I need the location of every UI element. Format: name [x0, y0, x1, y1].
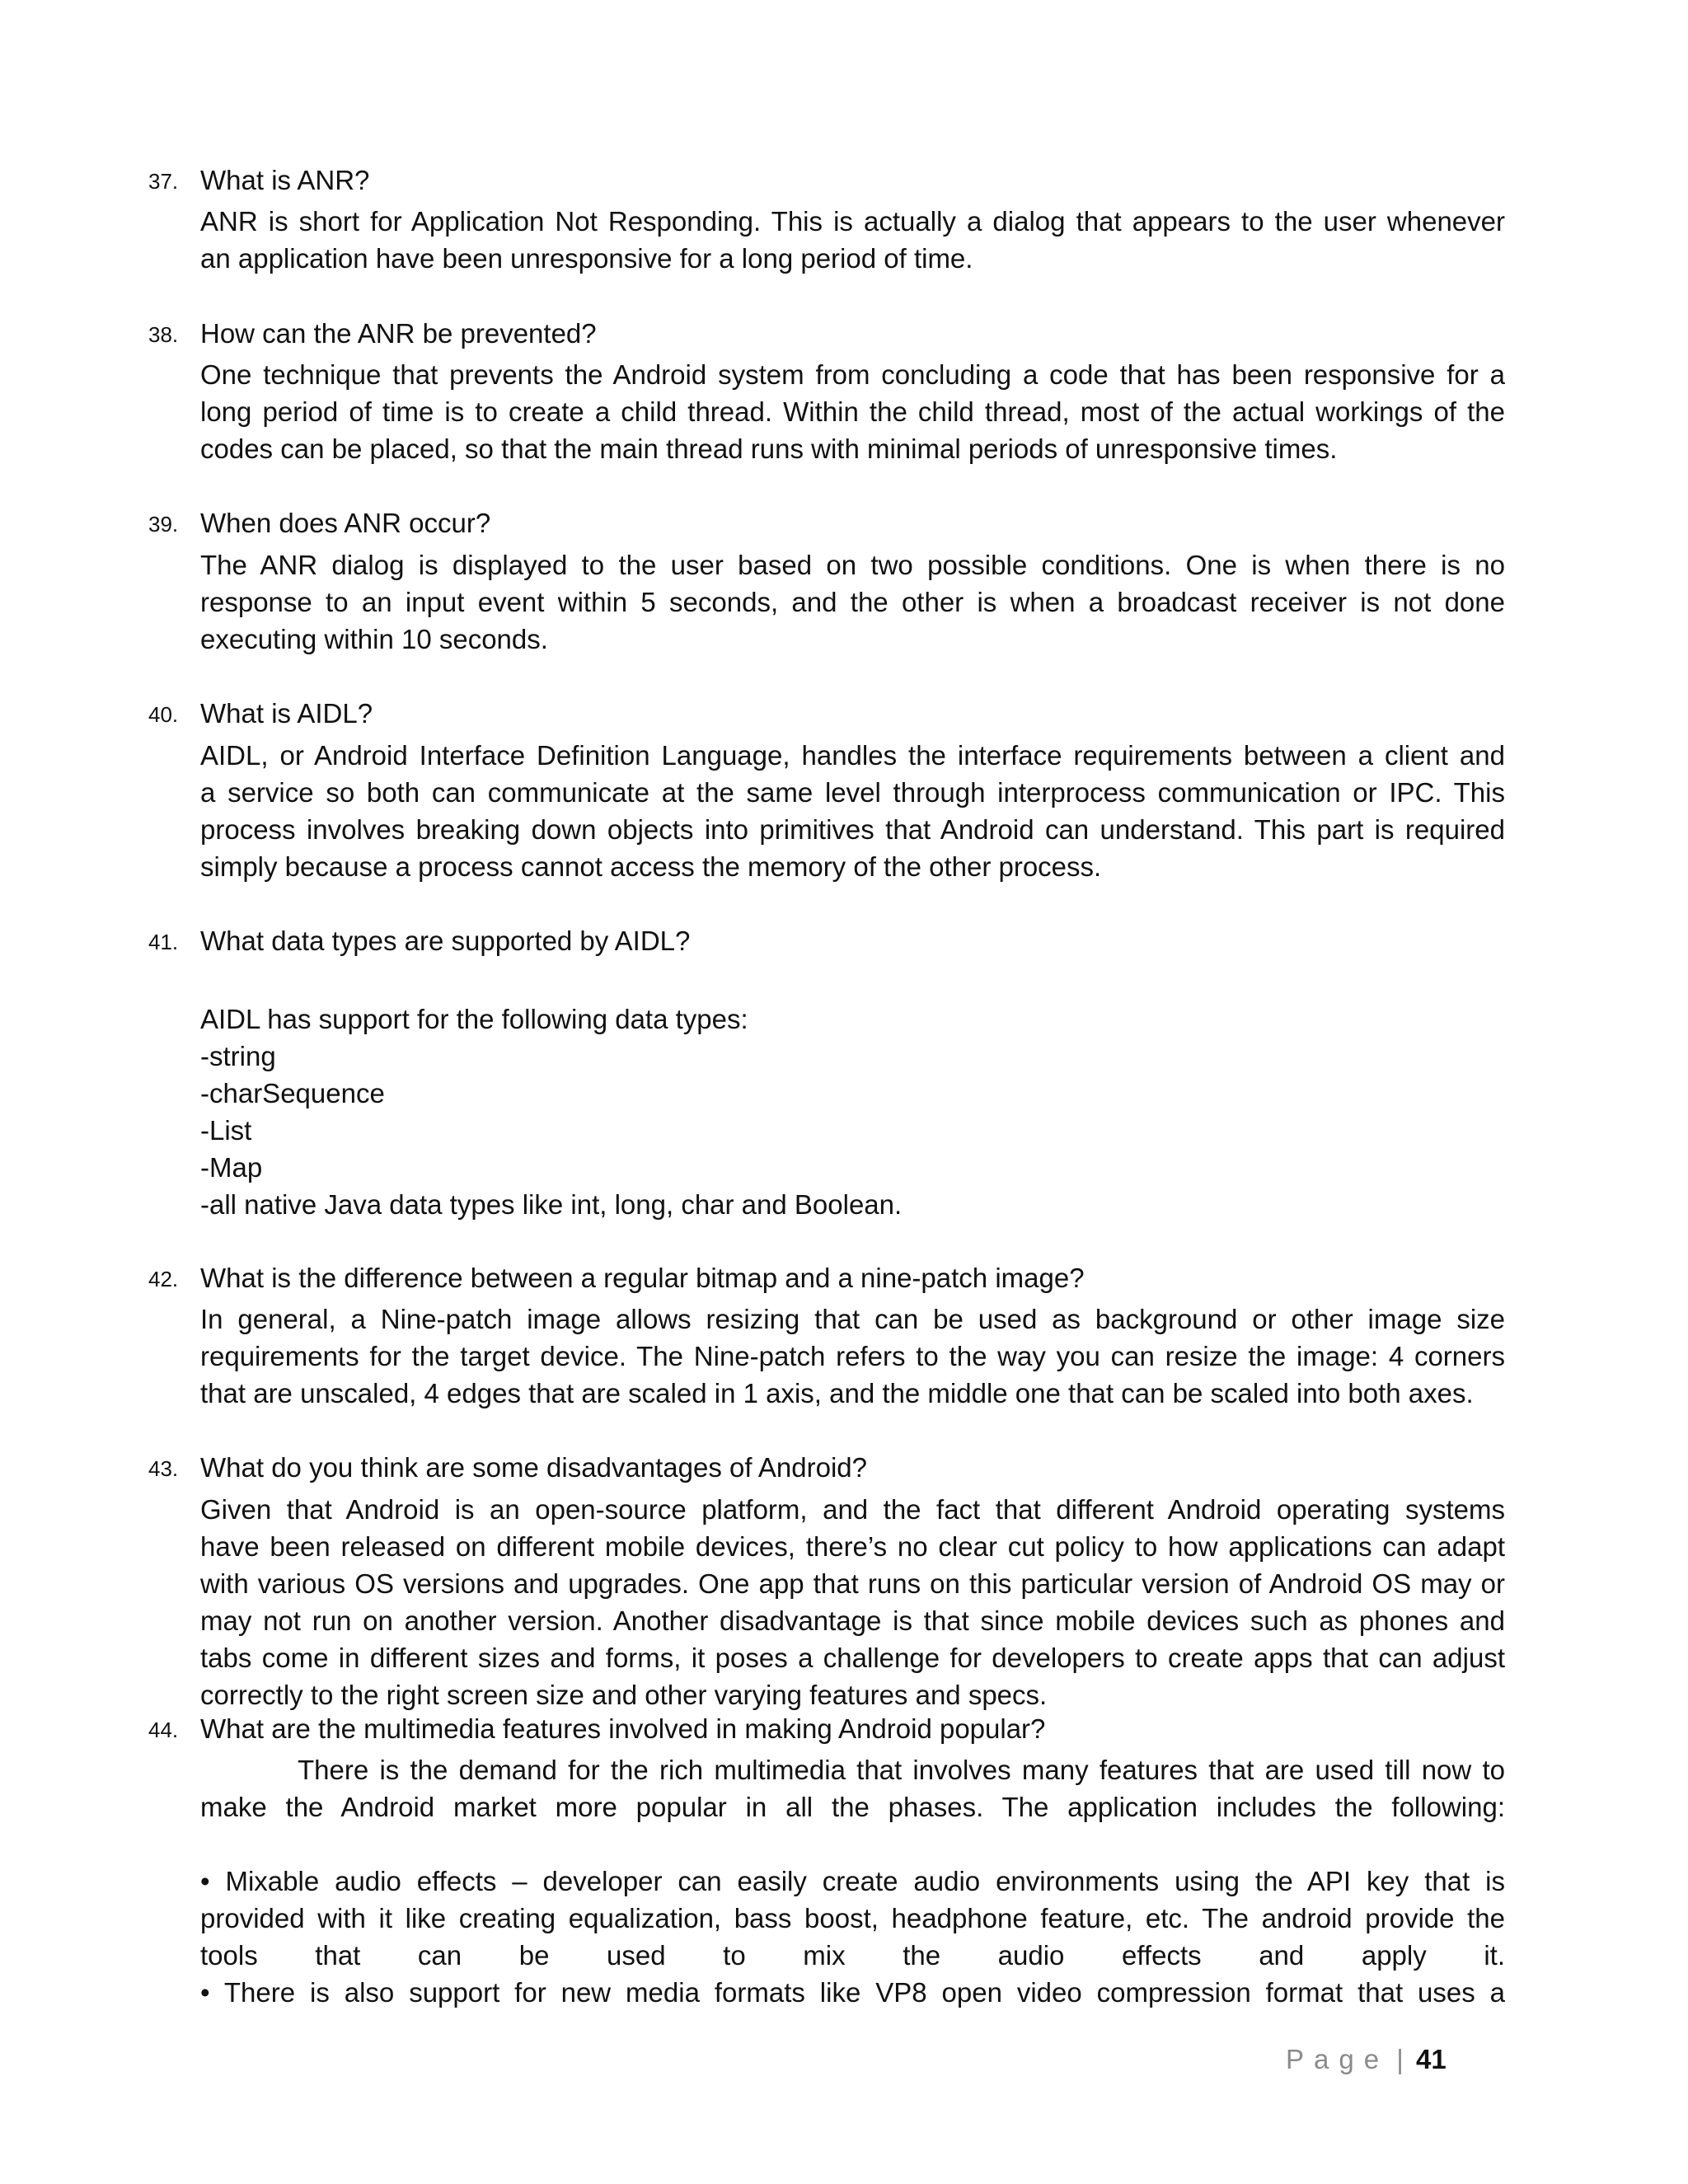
list-item: -Map [200, 1152, 263, 1183]
question-text: What data types are supported by AIDL? [200, 926, 691, 956]
answer-line: may not run on another version. Another disadvantage is that since mobile devices such as phones and [200, 1605, 1505, 1636]
answer-38 [200, 356, 1505, 467]
answer-line: AIDL has support for the following data types: [200, 1004, 748, 1034]
answer-line: tabs come in different sizes and forms, it poses a challenge for developers to create apps that can adjust [200, 1643, 1505, 1673]
answer-41 [200, 1001, 1505, 1223]
question-text: What is AIDL? [200, 698, 373, 729]
answer-line: executing within 10 seconds. [200, 624, 548, 654]
answer-37 [200, 203, 1505, 277]
question-number: 44. [148, 1718, 179, 1742]
question-number: 37. [148, 169, 179, 194]
question-text: How can the ANR be prevented? [200, 318, 597, 349]
answer-line: response to an input event within 5 seconds, and the other is when a broadcast receiver is not done [200, 587, 1505, 617]
bullet-item: • There is also support for new media formats like VP8 open video compression format that uses a [200, 1977, 1505, 2008]
answer-line: Given that Android is an open-source platform, and the fact that different Android operating systems [200, 1494, 1505, 1525]
answer-line: have been released on different mobile devices, there’s no clear cut policy to how applications can adapt [200, 1531, 1505, 1562]
question-text: What are the multimedia features involved in making Android popular? [200, 1713, 1046, 1744]
page-separator: | [1396, 2044, 1404, 2074]
answer-line: requirements for the target device. The Nine-patch refers to the way you can resize the image: 4 corners [200, 1341, 1505, 1371]
question-number: 41. [148, 930, 179, 954]
list-item: -charSequence [200, 1078, 385, 1108]
question-number: 38. [148, 322, 179, 347]
answer-line: make the Android market more popular in all the phases. The application includes the following: [200, 1792, 1505, 1822]
question-number: 42. [148, 1267, 179, 1291]
answer-line: with various OS versions and upgrades. One app that runs on this particular version of Android OS may or [200, 1568, 1505, 1599]
list-item: -string [200, 1041, 276, 1071]
answer-line: ANR is short for Application Not Responding. This is actually a dialog that appears to the user whenever [200, 206, 1505, 237]
blank-line [200, 1825, 1505, 1863]
list-item: -List [200, 1115, 252, 1146]
answer-line: tools that can be used to mix the audio effects and apply it. [200, 1940, 1505, 1971]
answer-line: provided with it like creating equalization, bass boost, headphone feature, etc. The android provide the [200, 1903, 1505, 1933]
bullet-item: • Mixable audio effects – developer can easily create audio environments using the API key that is [200, 1866, 1505, 1896]
question-number: 39. [148, 512, 179, 537]
answer-line: correctly to the right screen size and other varying features and specs. [200, 1680, 1048, 1710]
answer-line: AIDL, or Android Interface Definition Language, handles the interface requirements between a client and [200, 740, 1505, 771]
answer-42 [200, 1301, 1505, 1412]
answer-line: a service so both can communicate at the same level through interprocess communication or IPC. This [200, 777, 1505, 808]
question-number: 43. [148, 1456, 179, 1481]
answer-line: codes can be placed, so that the main thread runs with minimal periods of unresponsive times. [200, 434, 1338, 464]
question-text: What is ANR? [200, 165, 370, 195]
answer-43 [200, 1491, 1505, 1713]
page-footer [1286, 2041, 1447, 2078]
page-label: Page [1286, 2044, 1390, 2074]
question-number: 40. [148, 702, 179, 727]
answer-39 [200, 546, 1505, 658]
list-item: -all native Java data types like int, long, char and Boolean. [200, 1189, 903, 1220]
answer-line: simply because a process cannot access the memory of the other process. [200, 851, 1102, 882]
answer-line: long period of time is to create a child thread. Within the child thread, most of the actual workings of the [200, 396, 1505, 427]
answer-40 [200, 737, 1505, 885]
answer-line: an application have been unresponsive for a long period of time. [200, 243, 973, 274]
answer-line: One technique that prevents the Android system from concluding a code that has been responsive for a [200, 359, 1505, 390]
answer-line: process involves breaking down objects into primitives that Android can understand. This part is required [200, 814, 1505, 845]
answer-line: that are unscaled, 4 edges that are scaled in 1 axis, and the middle one that can be scaled into both axes. [200, 1378, 1474, 1408]
answer-44 [200, 1751, 1505, 2011]
answer-line: There is the demand for the rich multimedia that involves many features that are used till now to [298, 1755, 1505, 1785]
question-text: When does ANR occur? [200, 508, 491, 538]
question-text: What is the difference between a regular bitmap and a nine-patch image? [200, 1263, 1085, 1293]
answer-line: The ANR dialog is displayed to the user based on two possible conditions. One is when there is no [200, 550, 1505, 580]
answer-line: In general, a Nine-patch image allows resizing that can be used as background or other image size [200, 1304, 1505, 1334]
page-number: 41 [1416, 2044, 1447, 2074]
question-text: What do you think are some disadvantages of Android? [200, 1452, 867, 1483]
